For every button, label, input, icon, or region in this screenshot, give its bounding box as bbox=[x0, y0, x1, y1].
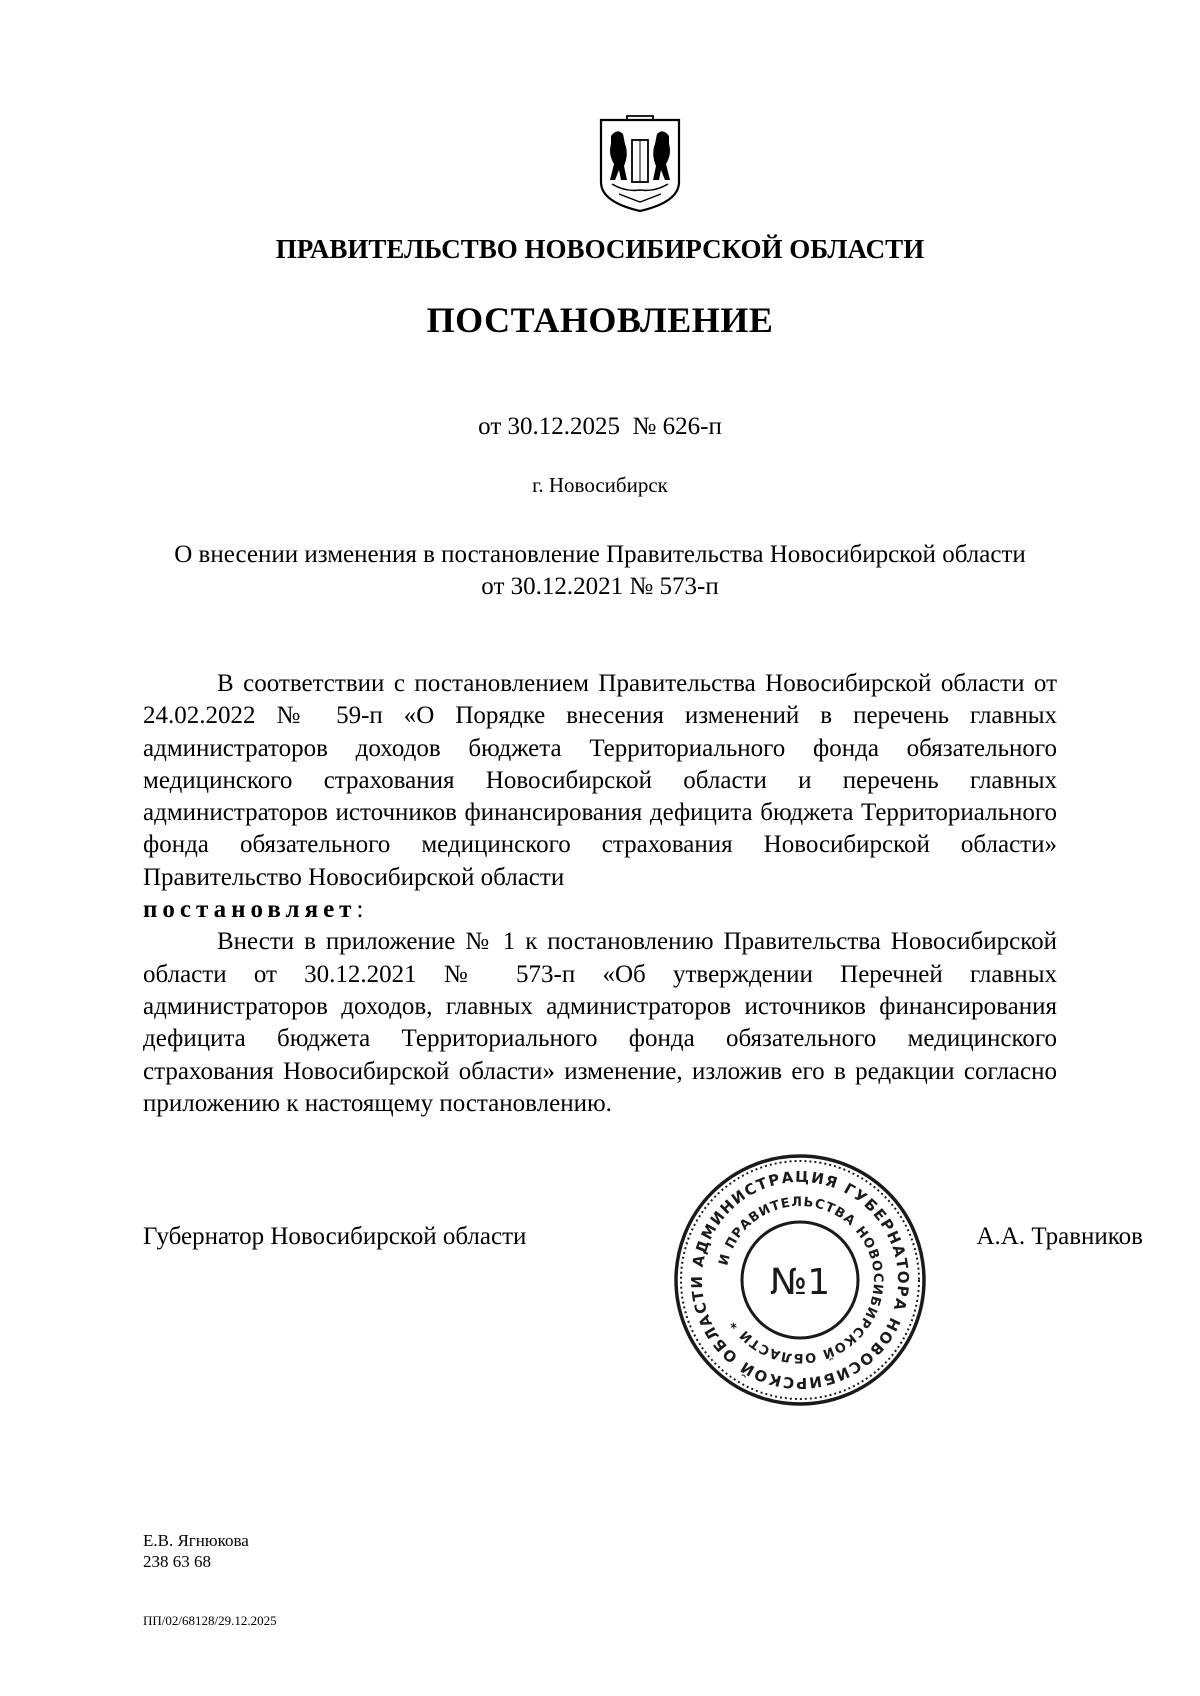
body-paragraph-1-text: В соответствии с постановлением Правительства Новосибирской области от 24.02.2022 № 59-п «О Порядке внесения изменений в перечень главных администраторов доходов бюджета Территориального фонда обязательного медицинского страхования Новосибирской области и перечень главных администраторов источников финансирования дефицита бюджета Территориального фонда обязательного медицинского страхования Новосибирской области» Правительство Новосибирской области bbox=[143, 670, 1057, 891]
organization-title: ПРАВИТЕЛЬСТВО НОВОСИБИРСКОЙ ОБЛАСТИ bbox=[275, 234, 925, 264]
executor-info bbox=[143, 1530, 249, 1572]
official-seal-icon bbox=[671, 1151, 929, 1409]
body-paragraph-1 bbox=[143, 668, 1057, 894]
coat-of-arms-icon bbox=[597, 114, 683, 214]
resolves-line bbox=[143, 894, 1057, 926]
document-date-number: от 30.12.2025 № 626-п bbox=[478, 413, 722, 440]
subject-line-2: от 30.12.2021 № 573-п bbox=[481, 573, 719, 600]
registration-number: ПП/02/68128/29.12.2025 bbox=[143, 1613, 277, 1628]
svg-text:И ПРАВИТЕЛЬСТВА НОВОСИБИРСКОЙ: И ПРАВИТЕЛЬСТВА НОВОСИБИРСКОЙ ОБЛАСТИ * bbox=[716, 1194, 886, 1366]
document-body bbox=[143, 668, 1057, 1120]
document-subject bbox=[120, 539, 1080, 603]
executor-phone: 238 63 68 bbox=[143, 1552, 211, 1571]
resolves-colon: : bbox=[356, 896, 364, 924]
resolves-word: постановляет bbox=[143, 896, 357, 924]
subject-line-1: О внесении изменения в постановление Правительства Новосибирской области bbox=[174, 541, 1026, 568]
signatory-position: Губернатор Новосибирской области bbox=[143, 1223, 527, 1250]
document-city: г. Новосибирск bbox=[532, 473, 668, 497]
body-paragraph-2: Внести в приложение № 1 к постановлению Правительства Новосибирской области от 30.12.2021 № 573-п «Об утверждении Перечней главных администраторов доходов, главных администраторов источников финансирования дефицита бюджета Территориального фонда обязательного медицинского страхования Новосибирской области» изменение, изложив его в редакции согласно приложению к настоящему постановлению. bbox=[143, 928, 1057, 1117]
document-type: ПОСТАНОВЛЕНИЕ bbox=[426, 300, 774, 340]
svg-text:№1: №1 bbox=[769, 1262, 831, 1303]
executor-name: Е.В. Ягнюкова bbox=[143, 1531, 249, 1550]
signatory-name: А.А. Травников bbox=[976, 1223, 1143, 1250]
svg-text:АДМИНИСТРАЦИЯ ГУБЕРНАТОРА НОВО: АДМИНИСТРАЦИЯ ГУБЕРНАТОРА НОВОСИБИРСКОЙ ОБЛАСТИ bbox=[687, 1167, 913, 1393]
